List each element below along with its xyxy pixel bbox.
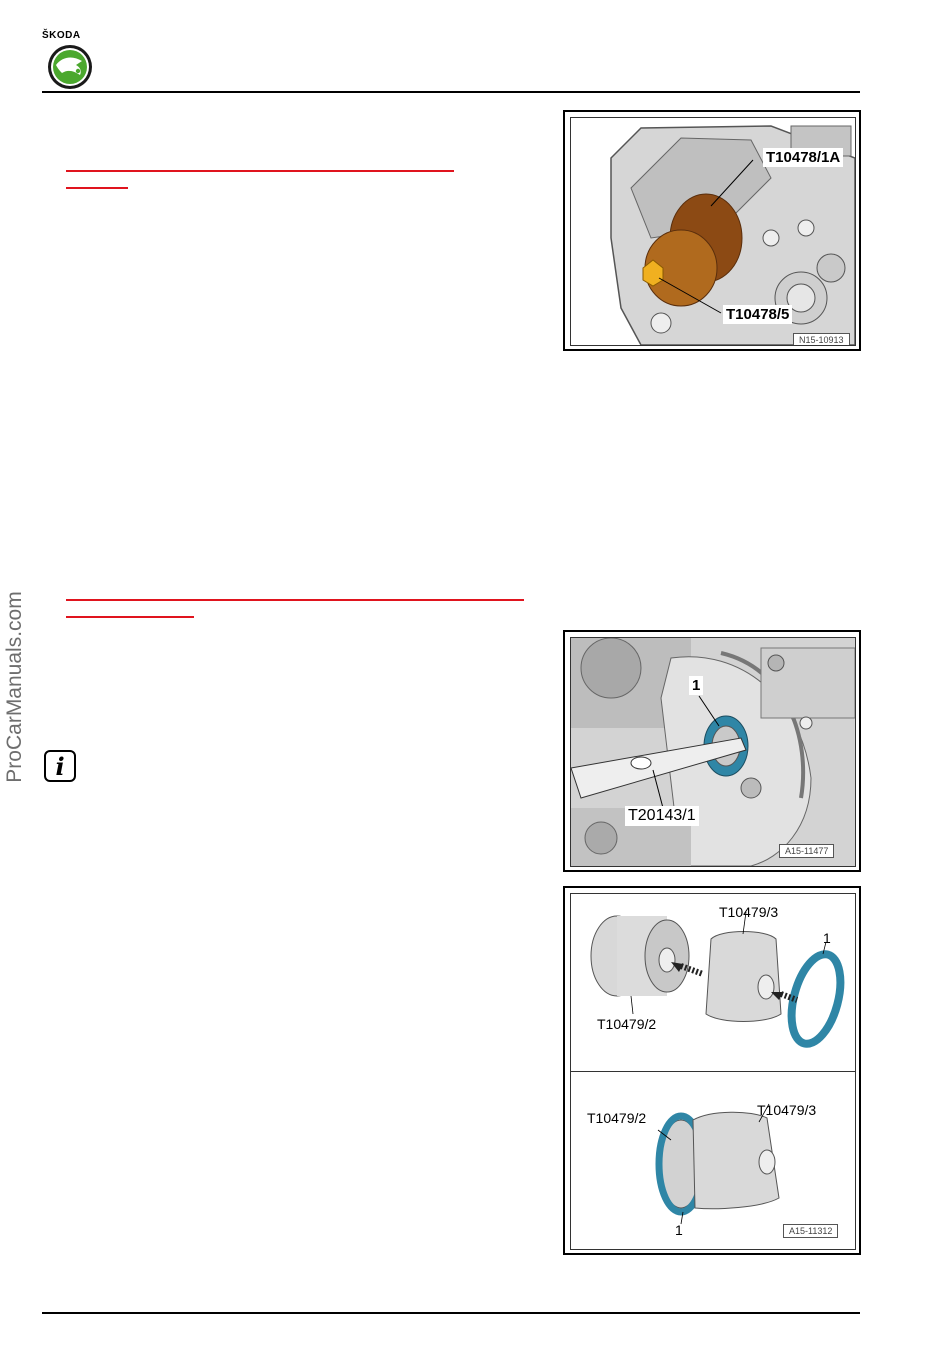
tool-label: T10479/3 <box>719 904 779 920</box>
brand-wordmark: ŠKODA <box>42 30 81 41</box>
figure-illustration <box>570 637 856 867</box>
figure-seal-removal <box>563 630 861 872</box>
seal-assembly-step1-drawing <box>571 894 855 1072</box>
figure-sealing-flange-tool <box>563 110 861 351</box>
tool-label: T10479/2 <box>587 1110 647 1126</box>
seal-assembly-step2-drawing <box>571 1072 855 1249</box>
link-underline[interactable] <box>66 170 454 172</box>
figure-reference: A15-11477 <box>779 844 834 858</box>
link-underline[interactable] <box>66 187 128 189</box>
figure-seal-installation <box>563 886 861 1255</box>
figure-panel-bottom <box>570 1071 856 1250</box>
item-label: 1 <box>823 930 831 946</box>
tool-label: T10478/1A <box>763 148 843 167</box>
figure-illustration <box>570 117 856 346</box>
figure-reference: A15-11312 <box>783 1224 838 1238</box>
figure-reference: N15-10913 <box>793 333 850 346</box>
figure-panel-top <box>570 893 856 1073</box>
tool-label: T10479/2 <box>597 1016 657 1032</box>
tool-label: T20143/1 <box>625 806 699 826</box>
tool-label: T10479/3 <box>757 1102 817 1118</box>
tool-label: T10478/5 <box>723 305 792 324</box>
info-icon: i <box>44 750 76 782</box>
item-label: 1 <box>675 1222 683 1238</box>
header-divider <box>42 91 860 93</box>
skoda-logo-icon <box>46 43 94 91</box>
seal-removal-drawing <box>571 638 855 866</box>
item-label: 1 <box>689 676 703 695</box>
footer-divider <box>42 1312 860 1314</box>
link-underline[interactable] <box>66 616 194 618</box>
watermark-text: ProCarManuals.com <box>3 591 26 783</box>
link-underline[interactable] <box>66 599 524 601</box>
